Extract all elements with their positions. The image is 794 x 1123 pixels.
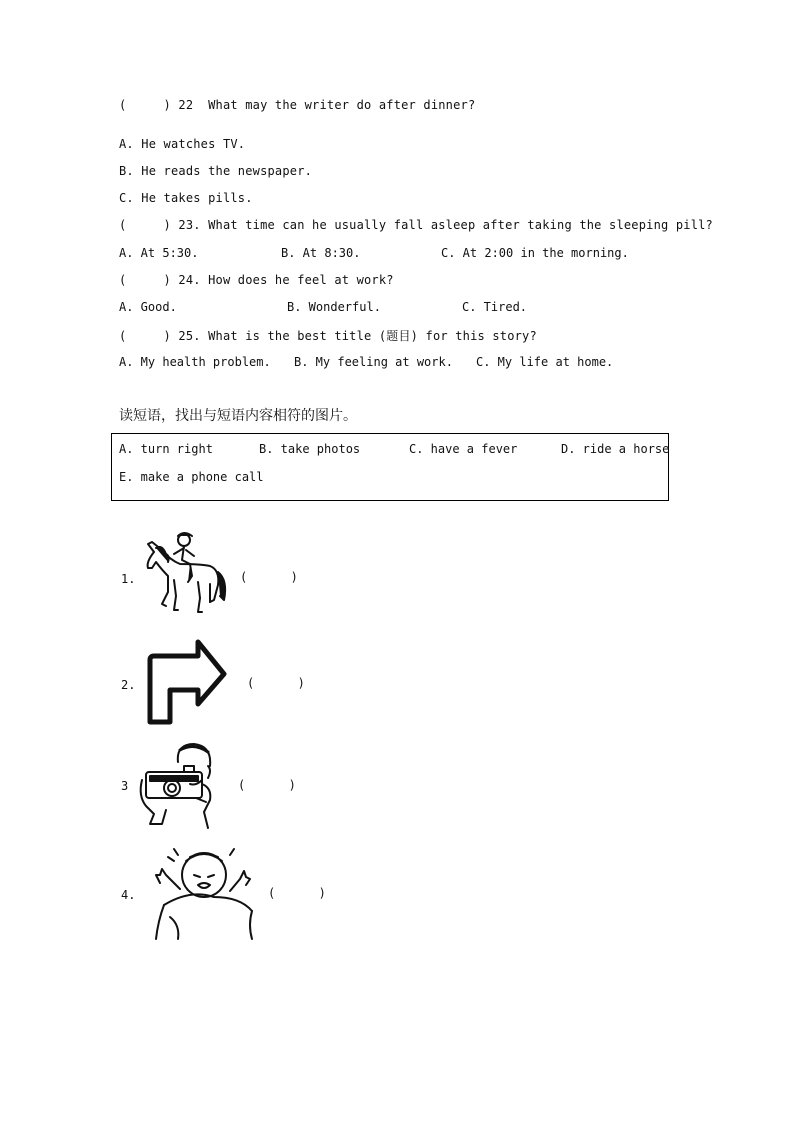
q23-option-a: A. At 5:30. <box>119 246 199 260</box>
q25-option-c: C. My life at home. <box>476 355 614 369</box>
answer-blank-1[interactable]: ( ) <box>240 570 298 584</box>
q22-option-b: B. He reads the newspaper. <box>119 164 313 178</box>
picture-2-number: 2. <box>121 678 136 692</box>
answer-blank-4[interactable]: ( ) <box>268 886 326 900</box>
q22-option-c: C. He takes pills. <box>119 191 253 205</box>
q24-option-a: A. Good. <box>119 300 177 314</box>
camera-photographer-icon <box>136 740 226 832</box>
picture-1-number: 1. <box>121 572 136 586</box>
question-22: ( ) 22 What may the writer do after dinner? <box>119 98 476 112</box>
answer-blank-3[interactable]: ( ) <box>238 778 296 792</box>
phrase-a: A. turn right <box>119 442 213 456</box>
q23-option-b: B. At 8:30. <box>281 246 361 260</box>
q24-option-b: B. Wonderful. <box>287 300 381 314</box>
question-25: ( ) 25. What is the best title (题目) for this story? <box>119 329 537 343</box>
picture-4-number: 4. <box>121 888 136 902</box>
q24-option-c: C. Tired. <box>462 300 528 314</box>
phrase-c: C. have a fever <box>409 442 518 456</box>
picture-3-number: 3 <box>121 779 129 793</box>
question-23: ( ) 23. What time can he usually fall asleep after taking the sleeping pill? <box>119 218 713 232</box>
turn-right-arrow-icon <box>144 638 230 728</box>
phrase-e: E. make a phone call <box>119 470 264 484</box>
phrase-d: D. ride a horse <box>561 442 670 456</box>
section-heading: 读短语，找出与短语内容相符的图片。 <box>119 408 357 424</box>
phrase-b: B. take photos <box>259 442 361 456</box>
q22-option-a: A. He watches TV. <box>119 137 246 151</box>
q25-option-a: A. My health problem. <box>119 355 271 369</box>
horse-rider-icon <box>140 530 230 625</box>
question-24: ( ) 24. How does he feel at work? <box>119 273 394 287</box>
sick-child-icon <box>150 845 255 942</box>
answer-blank-2[interactable]: ( ) <box>247 676 305 690</box>
q25-option-b: B. My feeling at work. <box>294 355 453 369</box>
q23-option-c: C. At 2:00 in the morning. <box>441 246 629 260</box>
